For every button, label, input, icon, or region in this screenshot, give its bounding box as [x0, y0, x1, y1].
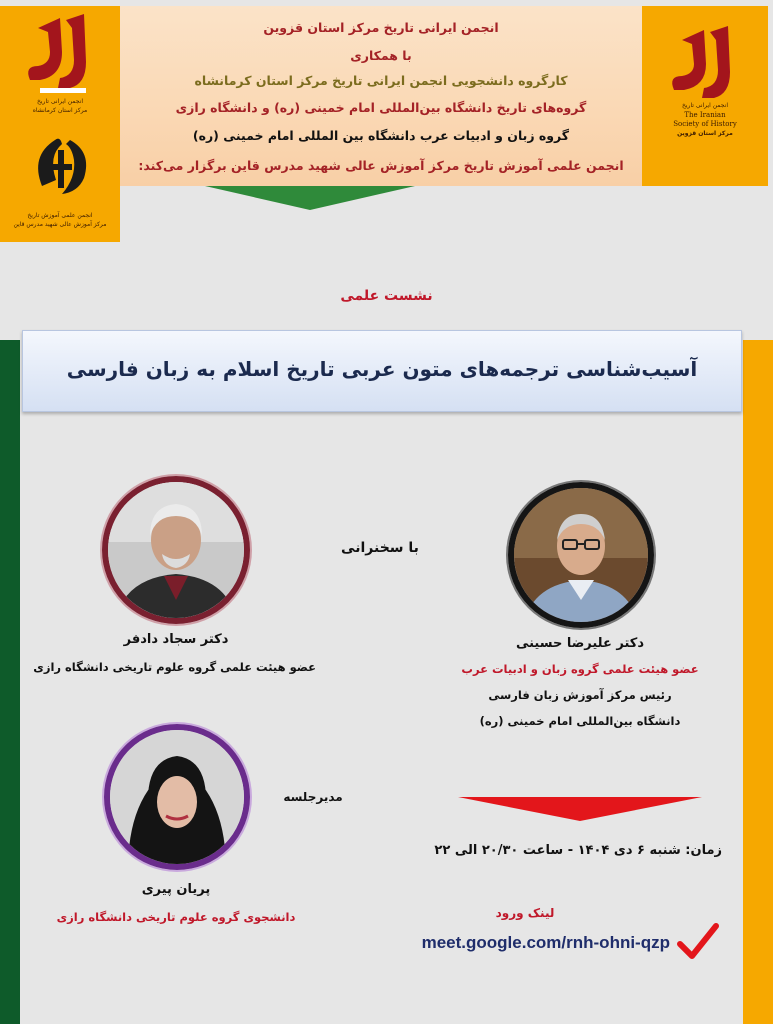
left-logo-caption-3: انجمن علمی آموزش تاریخ [27, 212, 93, 219]
moderator-label: مدیرجلسه [283, 790, 343, 804]
speaker-1-name: دکتر علیرضا حسینی [515, 636, 645, 651]
organizers-header [120, 6, 642, 186]
speaker-2-name: دکتر سجاد دادفر [123, 632, 229, 647]
red-triangle-accent [458, 797, 702, 821]
right-logo-caption-fa-2: مرکز استان قزوین [677, 130, 733, 137]
event-time: زمان: شنبه ۶ دی ۱۴۰۴ - ساعت ۲۰/۳۰ الی ۲۲ [434, 843, 722, 858]
speaker-1-portrait-icon [514, 488, 648, 622]
link-label: لینک ورود [495, 906, 555, 920]
right-logo-caption-fa: انجمن ایرانی تاریخ [682, 102, 728, 109]
moderator-portrait-icon [110, 730, 244, 864]
header-line-5: گروه زبان و ادبیات عرب دانشگاه بین المللی امام خمینی (ره) [192, 128, 570, 143]
right-logo-caption-en-1: The Iranian [684, 111, 726, 119]
right-logo-panel [642, 6, 768, 186]
moderator-avatar [104, 724, 250, 870]
left-green-bar [0, 340, 20, 1024]
left-logo-caption-1: انجمن ایرانی تاریخ [37, 98, 83, 105]
title-box [22, 330, 742, 412]
speaker-2-role-1: عضو هیئت علمی گروه علوم تاریخی دانشگاه رازی [33, 660, 316, 674]
speaker-2-portrait-icon [108, 482, 244, 618]
speaker-1-role-3: دانشگاه بین‌المللی امام خمینی (ره) [479, 714, 681, 728]
iranian-society-of-history-logo-icon [642, 20, 768, 100]
event-title: آسیب‌شناسی ترجمه‌های متون عربی تاریخ اسلام به زبان فارسی [66, 357, 698, 381]
moderator-name: پریان پیری [141, 882, 211, 897]
speaker-2-avatar [102, 476, 250, 624]
left-logo-caption-2: مرکز استان کرمانشاه [32, 107, 88, 114]
education-association-logo-icon [0, 126, 120, 206]
left-logo-caption-4: مرکز آموزش عالی شهید مدرس قاین [13, 221, 107, 228]
header-line-2: با همکاری [350, 48, 412, 63]
header-line-1: انجمن ایرانی تاریخ مرکز استان قزوین [263, 20, 499, 35]
header-line-6: انجمن علمی آموزش تاریخ مرکز آموزش عالی شهید مدرس قاین برگزار می‌کند: [138, 158, 624, 173]
header-line-3: کارگروه دانشجویی انجمن ایرانی تاریخ مرکز استان کرمانشاه [194, 73, 568, 88]
meeting-link[interactable]: meet.google.com/rnh-ohni-qzp [421, 933, 670, 952]
speaker-1-avatar [508, 482, 654, 628]
header-line-4: گروه‌های تاریخ دانشگاه بین‌المللی امام خمینی (ره) و دانشگاه رازی [175, 100, 587, 115]
checkmark-icon [676, 922, 720, 962]
section-label: نشست علمی [340, 288, 433, 304]
right-orange-bar [743, 340, 773, 1024]
green-triangle-accent [205, 186, 415, 210]
left-logo-panel [0, 6, 120, 242]
speaker-1-role-2: رئیس مرکز آموزش زبان فارسی [488, 688, 672, 702]
speaker-1-role-1: عضو هیئت علمی گروه زبان و ادبیات عرب [461, 662, 699, 676]
moderator-role: دانشجوی گروه علوم تاریخی دانشگاه رازی [56, 910, 296, 924]
with-speakers-label: با سخنرانی [341, 540, 419, 556]
right-logo-caption-en-2: Society of History [673, 120, 737, 128]
history-society-logo-icon [0, 6, 120, 106]
